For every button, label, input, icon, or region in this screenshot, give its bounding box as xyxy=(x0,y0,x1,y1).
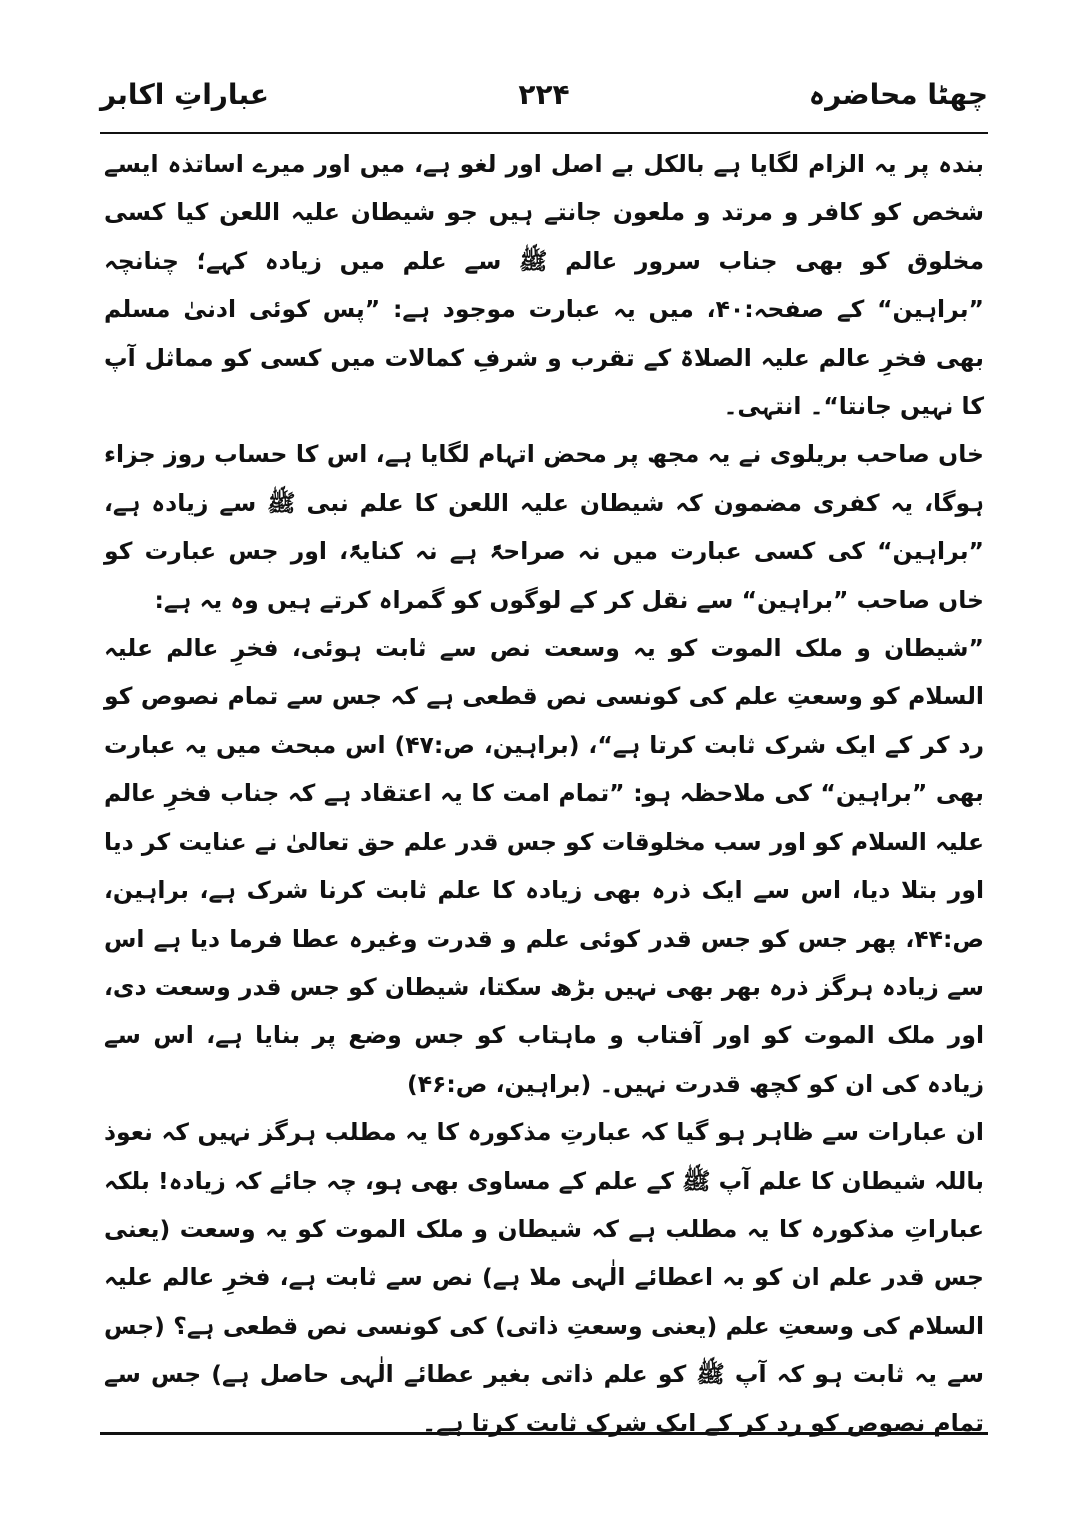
paragraph: بندہ پر یہ الزام لگایا ہے بالکل بے اصل اور لغو ہے، میں اور میرے اساتذہ ایسے شخص کو کافر و مرتد و ملعون جانتے ہیں جو شیطان علیہ اللعن کیا کسی مخلوق کو بھی جناب سرور عالم ﷺ سے علم میں زیادہ کہے؛ چنانچہ ”براہین“ کے صفحہ:۴۰، میں یہ عبارت موجود ہے: ”پس کوئی ادنیٰ مسلم بھی فخرِ عالم علیہ الصلاۃ کے تقرب و شرفِ کمالات میں کسی کو مماثل آپ کا نہیں جانتا“۔ انتہی۔ xyxy=(104,150,984,421)
page-header xyxy=(100,78,988,128)
paragraph: ان عبارات سے ظاہر ہو گیا کہ عبارتِ مذکورہ کا یہ مطلب ہرگز نہیں کہ نعوذ باللہ شیطان کا علم آپ ﷺ کے علم کے مساوی بھی ہو، چہ جائے کہ زیادہ! بلکہ عباراتِ مذکورہ کا یہ مطلب ہے کہ شیطان و ملک الموت کو یہ وسعت (یعنی جس قدر علم ان کو بہ اعطائے الٰہی ملا ہے) نص سے ثابت ہے، فخرِ عالم علیہ السلام کی وسعتِ علم (یعنی وسعتِ ذاتی) کی کونسی نص قطعی ہے؟ (جس سے یہ ثابت ہو کہ آپ ﷺ کو علم ذاتی بغیر عطائے الٰہی حاصل ہے) جس سے تمام نصوص کو رد کر کے ایک شرک ثابت کرتا ہے۔ xyxy=(104,1118,984,1437)
paragraph: ”شیطان و ملک الموت کو یہ وسعت نص سے ثابت ہوئی، فخرِ عالم علیہ السلام کو وسعتِ علم کی کونسی نص قطعی ہے کہ جس سے تمام نصوص کو رد کر کے ایک شرک ثابت کرتا ہے“، (براہین، ص:۴۷) اس مبحث میں یہ عبارت بھی ”براہین“ کی ملاحظہ ہو: ”تمام امت کا یہ اعتقاد ہے کہ جناب فخرِ عالم علیہ السلام کو اور سب مخلوقات کو جس قدر علم حق تعالیٰ نے عنایت کر دیا اور بتلا دیا، اس سے ایک ذرہ بھی زیادہ کا علم ثابت کرنا شرک ہے، براہین، ص:۴۴، پھر جس کو جس قدر کوئی علم و قدرت وغیرہ عطا فرما دیا ہے اس سے زیادہ ہرگز ذرہ بھر بھی نہیں بڑھ سکتا، شیطان کو جس قدر وسعت دی، اور ملک الموت کو اور آفتاب و ماہتاب کو جس وضع پر بنایا ہے، اس سے زیادہ کی ان کو کچھ قدرت نہیں۔ (براہین، ص:۴۶) xyxy=(104,634,984,1098)
book-title: عباراتِ اکابر xyxy=(100,78,269,111)
footer-rule xyxy=(100,1432,988,1435)
page-body xyxy=(104,140,984,1447)
paragraph: خاں صاحب بریلوی نے یہ مجھ پر محض اتہام لگایا ہے، اس کا حساب روز جزاء ہوگا، یہ کفری مضمون کہ شیطان علیہ اللعن کا علم نبی ﷺ سے زیادہ ہے، ”براہین“ کی کسی عبارت میں نہ صراحۃً ہے نہ کنایۃً، اور جس عبارت کو خاں صاحب ”براہین“ سے نقل کر کے لوگوں کو گمراہ کرتے ہیں وہ یہ ہے: xyxy=(104,440,984,614)
page-number: ۲۲۴ xyxy=(518,78,570,111)
chapter-title: چھٹا محاضرہ xyxy=(808,78,988,111)
header-rule xyxy=(100,132,988,134)
